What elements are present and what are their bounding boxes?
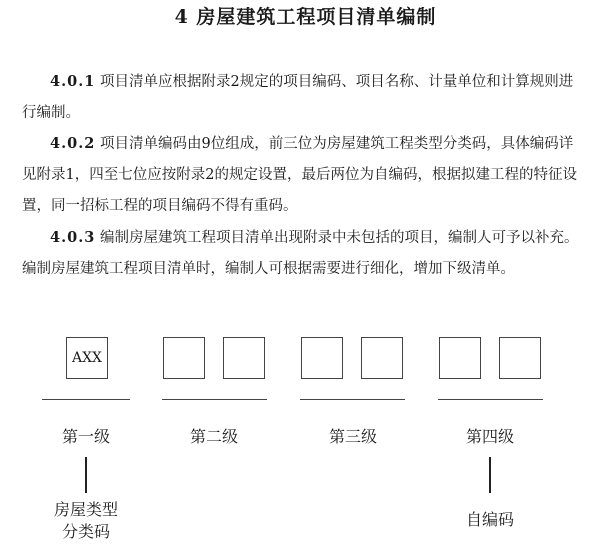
clause-text: 项目清单应根据附录2规定的项目编码、项目名称、计量单位和计算规则进行编制。 xyxy=(22,74,574,121)
level1-label: 第一级 xyxy=(61,427,110,446)
level1-code-box xyxy=(66,337,108,379)
level4-code-box-1 xyxy=(439,337,481,379)
clause-text: 项目清单编码由9位组成，前三位为房屋建筑工程类型分类码，具体编码详见附录1，四至七位应按附录2的规定设置，最后两位为自编码，根据拟建工程的特征设置，同一招标工程的项目编码不得有重码。 xyxy=(22,136,577,214)
clause-number: 4.0.2 xyxy=(50,135,96,152)
level3-divider xyxy=(300,399,405,400)
level1-connector xyxy=(85,457,87,493)
page-title: 4 房屋建筑工程项目清单编制 xyxy=(174,6,437,28)
level2-label: 第二级 xyxy=(189,427,238,446)
level4-note: 自编码 xyxy=(465,510,514,529)
level2-code-box-1 xyxy=(163,337,205,379)
level2-divider xyxy=(162,399,267,400)
level1-note-text: 房屋类型分类码 xyxy=(53,500,118,541)
level3-label: 第三级 xyxy=(328,427,377,446)
clause-4-0-2 xyxy=(22,128,582,222)
clause-text: 编制房屋建筑工程项目清单出现附录中未包括的项目，编制人可予以补充。编制房屋建筑工程项目清单时，编制人可根据需要进行细化，增加下级清单。 xyxy=(22,230,579,277)
level1-code-text: AXX xyxy=(71,350,103,366)
level3-code-box-2 xyxy=(361,337,403,379)
level3-code-box-1 xyxy=(301,337,343,379)
clause-number: 4.0.1 xyxy=(50,73,96,90)
level1-divider xyxy=(42,399,130,400)
level4-label: 第四级 xyxy=(465,427,514,446)
level4-divider xyxy=(438,399,543,400)
clause-4-0-1 xyxy=(22,66,582,129)
level2-code-box-2 xyxy=(223,337,265,379)
clause-number: 4.0.3 xyxy=(50,229,96,246)
level4-code-box-2 xyxy=(499,337,541,379)
level1-note xyxy=(21,499,151,543)
level4-connector xyxy=(489,457,491,493)
clause-4-0-3 xyxy=(22,222,582,285)
